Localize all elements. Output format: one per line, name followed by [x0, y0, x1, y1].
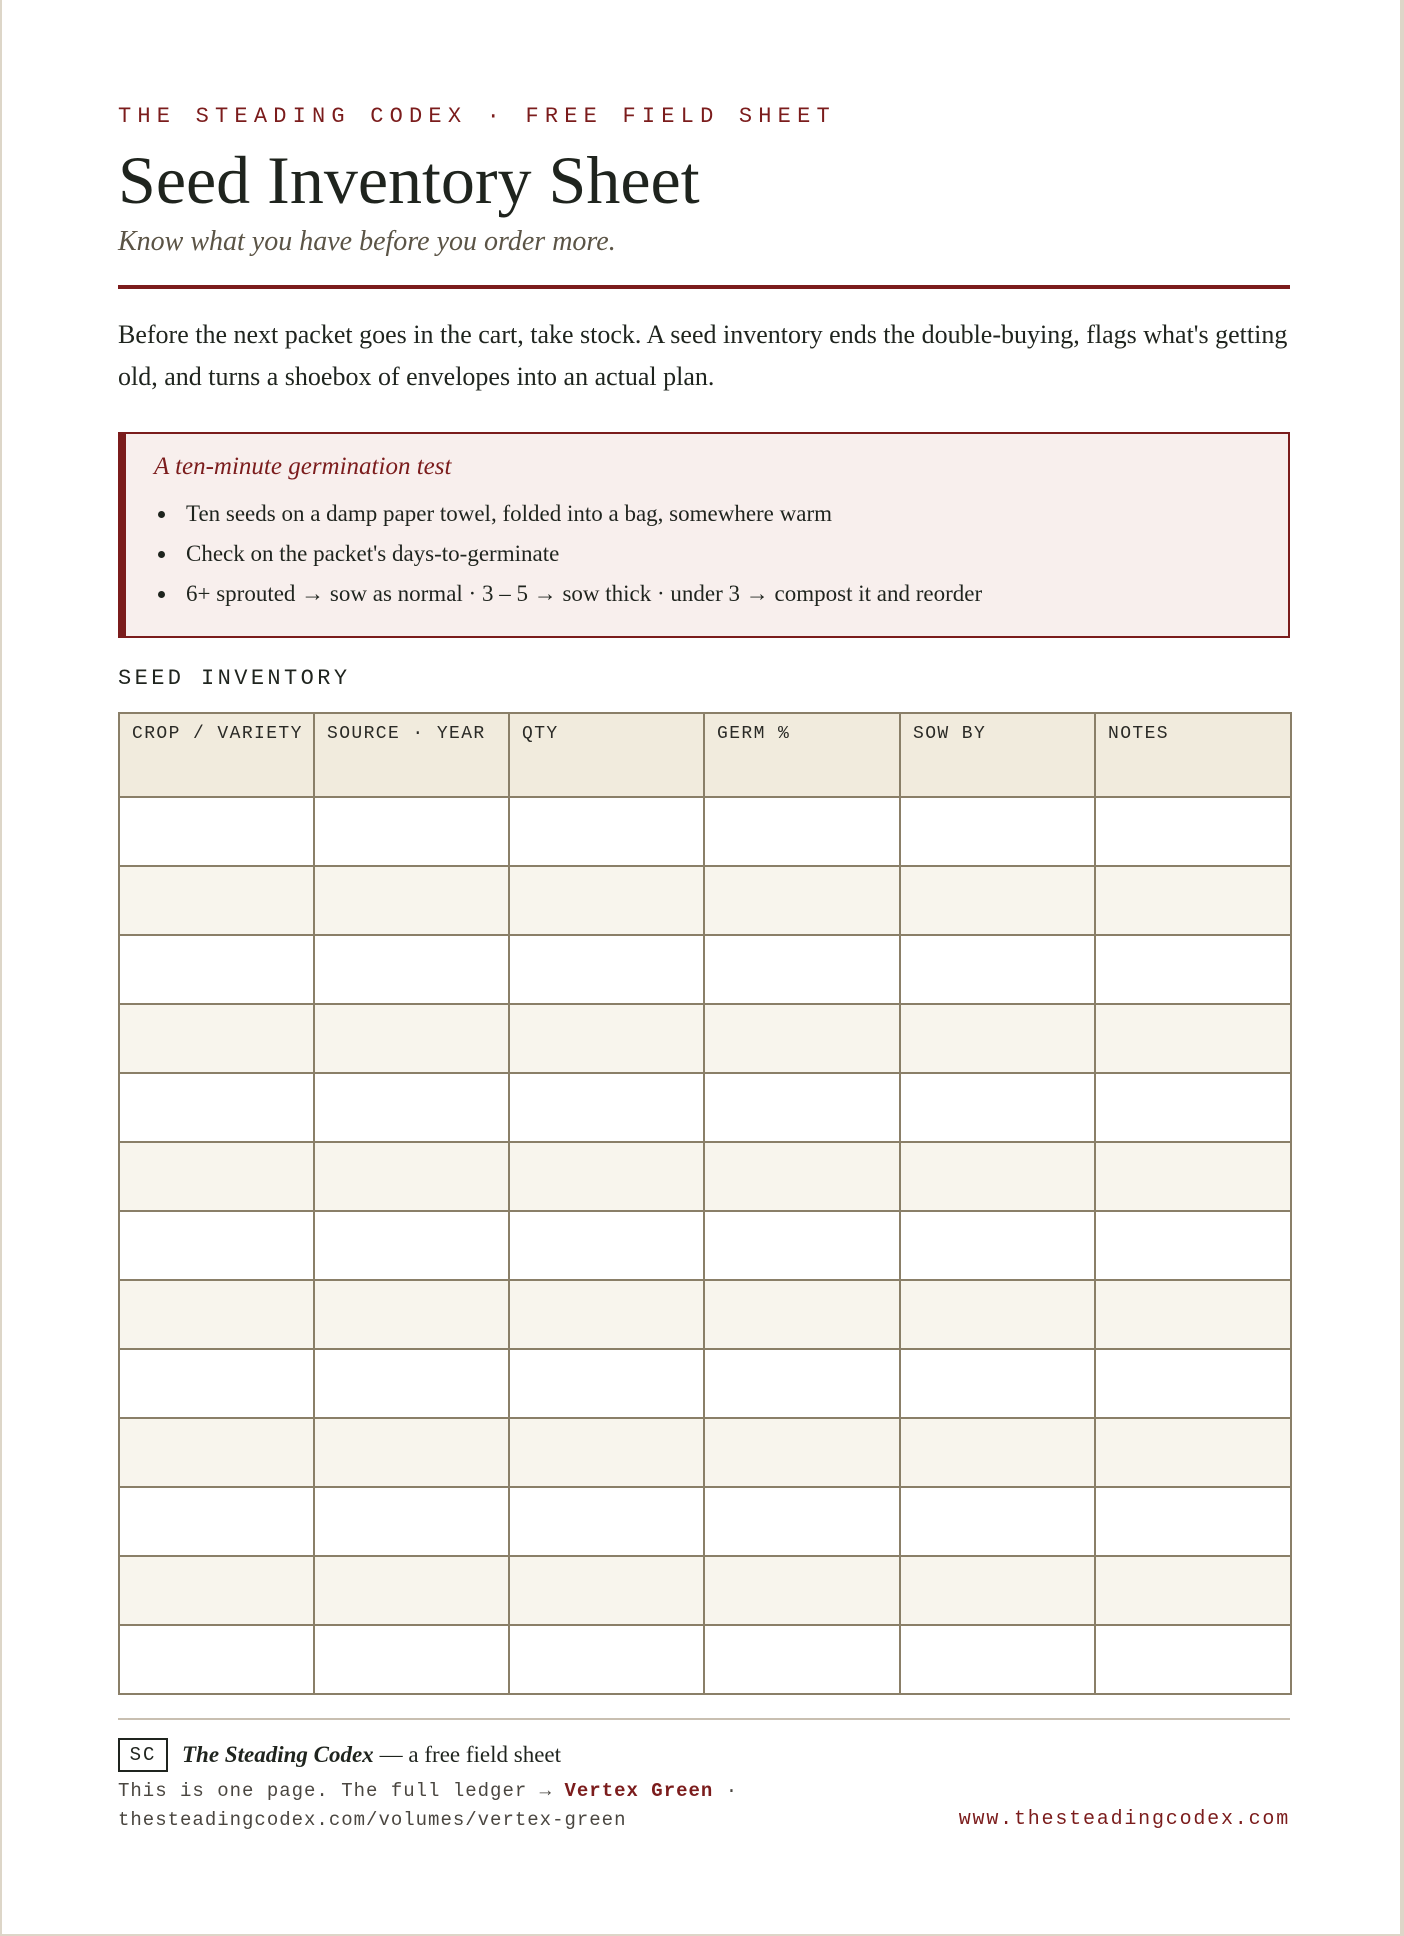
table-row [119, 866, 1291, 935]
kicker: THE STEADING CODEX · FREE FIELD SHEET [118, 104, 836, 129]
bullet-icon [158, 511, 165, 518]
table-cell [314, 1556, 509, 1625]
table-cell [119, 797, 314, 866]
table-cell [900, 1556, 1095, 1625]
brand-name: The Steading Codex [182, 1742, 374, 1767]
table-row [119, 1487, 1291, 1556]
table-cell [900, 866, 1095, 935]
callout-title: A ten-minute germination test [154, 453, 452, 480]
table-cell [119, 1349, 314, 1418]
table-cell [1095, 1280, 1291, 1349]
table-cell [509, 1073, 704, 1142]
intro-paragraph: Before the next packet goes in the cart, take stock. A seed inventory ends the double-buying, flags what's getting old, and turns a shoebox of envelopes into an actual plan. [118, 320, 1288, 391]
table-cell [119, 1625, 314, 1694]
callout-item-text: Ten seeds on a damp paper towel, folded into a bag, somewhere warm [186, 501, 833, 526]
table-row [119, 935, 1291, 1004]
table-cell [704, 1142, 900, 1211]
column-header-source-year: SOURCE · YEAR [314, 713, 509, 797]
table-cell [509, 866, 704, 935]
table-cell [509, 1625, 704, 1694]
table-cell [900, 1211, 1095, 1280]
table-cell [704, 1349, 900, 1418]
table-cell [704, 1073, 900, 1142]
table-row [119, 1211, 1291, 1280]
table-cell [1095, 1142, 1291, 1211]
table-cell [314, 1418, 509, 1487]
footer-brand [118, 1738, 561, 1772]
table-header-row [119, 713, 1291, 797]
table-cell [704, 1211, 900, 1280]
callout-list-item [154, 534, 1288, 574]
table-cell [509, 935, 704, 1004]
brand-logo-badge: SC [118, 1738, 168, 1772]
table-cell [119, 1418, 314, 1487]
header-divider [118, 285, 1290, 289]
table-cell [1095, 797, 1291, 866]
table-cell [509, 1004, 704, 1073]
table-cell [900, 1418, 1095, 1487]
table-row [119, 1142, 1291, 1211]
table-cell [119, 1280, 314, 1349]
table-cell [900, 797, 1095, 866]
table-cell [900, 1625, 1095, 1694]
inventory-section-title: SEED INVENTORY [118, 666, 351, 691]
table-row [119, 1625, 1291, 1694]
table-cell [119, 866, 314, 935]
table-row [119, 1349, 1291, 1418]
footer-divider [118, 1718, 1290, 1720]
table-cell [314, 866, 509, 935]
table-cell [314, 1625, 509, 1694]
table-cell [314, 935, 509, 1004]
column-header-notes: NOTES [1095, 713, 1291, 797]
bullet-icon [158, 551, 165, 558]
table-cell [704, 1280, 900, 1349]
table-cell [119, 935, 314, 1004]
table-cell [900, 1349, 1095, 1418]
table-cell [704, 797, 900, 866]
ledger-prefix: This is one page. The full ledger → [118, 1780, 553, 1802]
table-cell [1095, 1556, 1291, 1625]
table-cell [314, 1211, 509, 1280]
bullet-icon [158, 591, 165, 598]
callout-list-item [154, 494, 1288, 534]
table-cell [119, 1487, 314, 1556]
table-cell [509, 1349, 704, 1418]
table-cell [900, 1073, 1095, 1142]
table-cell [314, 1073, 509, 1142]
table-cell [1095, 1625, 1291, 1694]
table-body [119, 797, 1291, 1694]
table-row [119, 797, 1291, 866]
table-cell [509, 1418, 704, 1487]
callout-list [154, 494, 1288, 614]
table-cell [900, 1004, 1095, 1073]
table-cell [509, 1280, 704, 1349]
table-cell [119, 1004, 314, 1073]
table-cell [704, 1487, 900, 1556]
table-cell [704, 935, 900, 1004]
ledger-url[interactable]: thesteadingcodex.com/volumes/vertex-green [118, 1809, 627, 1831]
table-cell [704, 1004, 900, 1073]
page-title: Seed Inventory Sheet [118, 142, 700, 218]
table-cell [1095, 1418, 1291, 1487]
table-row [119, 1556, 1291, 1625]
table-row [119, 1073, 1291, 1142]
table-cell [509, 1142, 704, 1211]
page-subtitle: Know what you have before you order more. [118, 226, 616, 257]
ledger-link[interactable]: Vertex Green [564, 1780, 714, 1802]
table-cell [900, 1487, 1095, 1556]
table-cell [119, 1556, 314, 1625]
table-cell [509, 797, 704, 866]
column-header-germ-percent: GERM % [704, 713, 900, 797]
table-cell [704, 1625, 900, 1694]
table-cell [509, 1556, 704, 1625]
table-cell [509, 1211, 704, 1280]
table-cell [314, 1349, 509, 1418]
germination-test-callout [118, 432, 1290, 638]
table-cell [1095, 1073, 1291, 1142]
table-row [119, 1280, 1291, 1349]
table-cell [704, 866, 900, 935]
table-cell [314, 1142, 509, 1211]
seed-inventory-table [118, 712, 1292, 1695]
table-cell [900, 1142, 1095, 1211]
table-cell [900, 935, 1095, 1004]
table-cell [509, 1487, 704, 1556]
brand-tagline: — a free field sheet [379, 1742, 562, 1767]
column-header-sow-by: SOW BY [900, 713, 1095, 797]
table-cell [1095, 1211, 1291, 1280]
table-cell [704, 1418, 900, 1487]
table-cell [704, 1556, 900, 1625]
table-cell [900, 1280, 1095, 1349]
footer-ledger-note [118, 1777, 738, 1805]
table-row [119, 1418, 1291, 1487]
table-cell [314, 1004, 509, 1073]
table-cell [1095, 1349, 1291, 1418]
table-cell [314, 1487, 509, 1556]
callout-item-text: Check on the packet's days-to-germinate [186, 541, 560, 566]
table-cell [119, 1073, 314, 1142]
table-cell [314, 1280, 509, 1349]
callout-list-item [154, 574, 1288, 614]
table-cell [1095, 935, 1291, 1004]
table-cell [314, 797, 509, 866]
table-cell [1095, 1004, 1291, 1073]
column-header-qty: QTY [509, 713, 704, 797]
ledger-separator: · [725, 1780, 739, 1802]
site-url-link[interactable]: www.thesteadingcodex.com [958, 1808, 1290, 1831]
table-cell [119, 1142, 314, 1211]
table-row [119, 1004, 1291, 1073]
callout-item-text: 6+ sprouted → sow as normal · 3 – 5 → sow thick · under 3 → compost it and reorder [186, 581, 983, 606]
table-cell [119, 1211, 314, 1280]
table-cell [1095, 866, 1291, 935]
table-cell [1095, 1487, 1291, 1556]
column-header-crop-variety: CROP / VARIETY [119, 713, 314, 797]
